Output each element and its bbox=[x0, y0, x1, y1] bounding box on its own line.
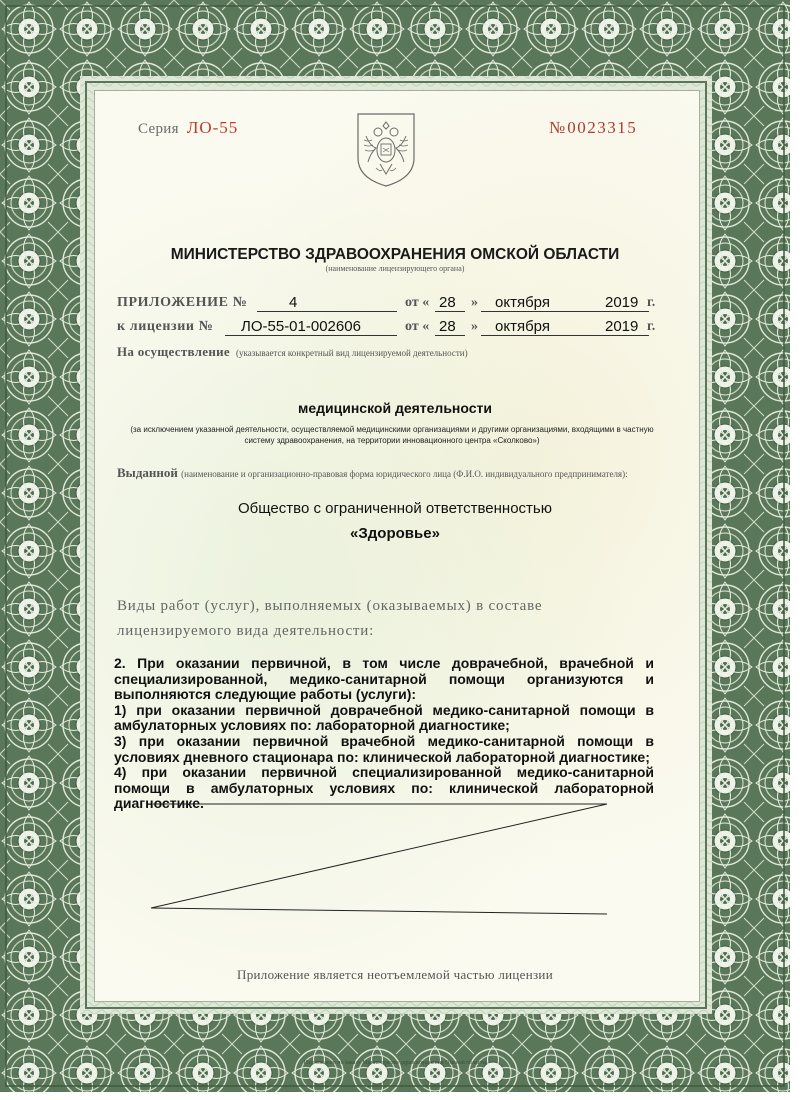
license-month: октября bbox=[495, 318, 550, 335]
appendix-month-line bbox=[481, 311, 649, 312]
license-number: ЛО-55-01-002606 bbox=[241, 318, 361, 335]
number-value: 0023315 bbox=[567, 118, 638, 137]
works-paragraph: 3) при оказании первичной врачебной медико-санитарной помощи в условиях дневного стационара по: клинической лабораторной диагностике; bbox=[114, 732, 654, 765]
license-quote-close: » bbox=[471, 319, 478, 334]
series bbox=[138, 118, 238, 138]
activity-value: медицинской деятельности bbox=[297, 400, 493, 416]
series-value: ЛО-55 bbox=[186, 118, 239, 137]
appendix-row bbox=[117, 294, 662, 314]
activity-note: (за исключением указанной деятельности, осуществляемой медицинскими организациями и другими организациями, входящими в частную систему здравоохранения, на территории инновационного центра «Сколково») bbox=[130, 425, 654, 445]
license-year: 2019 bbox=[605, 318, 639, 335]
appendix-from: от « bbox=[405, 295, 430, 310]
organization-form: Общество с ограниченной ответственностью bbox=[238, 500, 552, 517]
activity-label-note: (указывается конкретный вид лицензируемой деятельности) bbox=[235, 348, 468, 358]
appendix-year: 2019 bbox=[605, 294, 639, 311]
license-label: к лицензии № bbox=[117, 319, 214, 334]
works-list bbox=[114, 656, 654, 812]
license-year-suffix: г. bbox=[647, 319, 656, 334]
appendix-number: 4 bbox=[289, 294, 298, 311]
issued-to-label-line bbox=[117, 464, 657, 483]
works-paragraph: 4) при оказании первичной специализированной медико-санитарной помощи в амбулаторных условиях по: клинической лабораторной диагностике. bbox=[114, 764, 654, 812]
works-paragraph: 2. При оказании первичной, в том числе доврачебной, врачебной и специализированной, медико-санитарной помощи организуются и выполняются следующие работы (услуги): bbox=[114, 655, 654, 703]
license-day-line bbox=[435, 335, 465, 336]
appendix-day-line bbox=[435, 311, 465, 312]
works-label-line2: лицензируемого вида деятельности: bbox=[117, 623, 375, 639]
organization-name: «Здоровье» bbox=[350, 525, 440, 542]
void-z-line bbox=[145, 800, 615, 920]
appendix-quote-close: » bbox=[471, 295, 478, 310]
form-number bbox=[549, 118, 637, 138]
authority-name: МИНИСТЕРСТВО ЗДРАВООХРАНЕНИЯ ОМСКОЙ ОБЛАСТИ bbox=[170, 246, 620, 263]
works-paragraph: 1) при оказании первичной доврачебной медико-санитарной помощи в амбулаторных условиях по: лабораторной диагностике; bbox=[114, 701, 654, 734]
authority-note: (наименование лицензирующего органа) bbox=[325, 264, 465, 273]
footer-note: Приложение является неотъемлемой частью лицензии bbox=[237, 967, 553, 982]
activity-label: На осуществление bbox=[117, 344, 230, 359]
appendix-month: октября bbox=[495, 294, 550, 311]
appendix-number-line bbox=[257, 311, 397, 312]
appendix-year-suffix: г. bbox=[647, 295, 656, 310]
appendix-label: ПРИЛОЖЕНИЕ № bbox=[117, 295, 248, 310]
series-label: Серия bbox=[138, 121, 179, 137]
issued-to-label: Выданной bbox=[117, 465, 178, 480]
coat-of-arms-emblem bbox=[354, 112, 418, 188]
number-label: № bbox=[549, 118, 566, 137]
license-month-line bbox=[481, 335, 649, 336]
license-from: от « bbox=[405, 319, 430, 334]
license-day: 28 bbox=[439, 318, 456, 335]
license-number-line bbox=[225, 335, 397, 336]
appendix-day: 28 bbox=[439, 294, 456, 311]
works-label bbox=[117, 594, 617, 644]
license-row bbox=[117, 318, 662, 338]
works-label-line1: Виды работ (услуг), выполняемых (оказываемых) в составе bbox=[117, 598, 543, 614]
printer-imprint: Изготовлено по заказу Министерства здравоохранения Омской области bbox=[303, 1060, 487, 1066]
issued-to-note: (наименование и организационно-правовая форма юридического лица (Ф.И.О. индивидуального предпринимателя): bbox=[181, 469, 628, 479]
activity-label-line bbox=[117, 344, 468, 360]
